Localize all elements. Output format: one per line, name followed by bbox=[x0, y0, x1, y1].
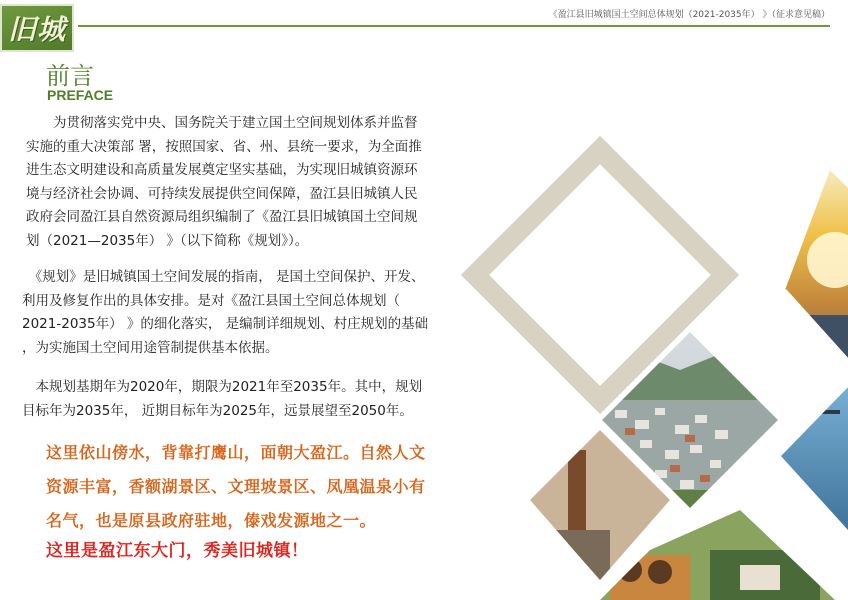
text-line: 进生态文明建设和高质量发展奠定坚实基础，为实现旧城镇资源环 bbox=[26, 162, 418, 179]
section-subtitle: PREFACE bbox=[47, 87, 114, 103]
photo-collage bbox=[440, 110, 848, 600]
highlight-line: 名气，也是原县政府驻地，傣戏发源地之一。 bbox=[46, 511, 377, 530]
preface-paragraph-2 bbox=[22, 266, 462, 360]
text-line: ，为实施国土空间用途管制提供基本依据。 bbox=[22, 339, 279, 356]
preface-paragraph-1 bbox=[26, 112, 456, 254]
text-line: 为贯彻落实党中央、国务院关于建立国土空间规划体系并监督 bbox=[26, 115, 418, 131]
text-line: 《规划》是旧城镇国土空间发展的指南， 是国土空间保护、开发、 bbox=[22, 269, 425, 285]
highlight-line: 这里依山傍水，背靠打鹰山，面朝大盈江。自然人文 bbox=[46, 443, 426, 462]
logo-text: 旧城 bbox=[7, 13, 66, 46]
text-line: 目标年为2035年， 近期目标年为2025年，远景展望至2050年。 bbox=[22, 402, 413, 419]
text-line: 2021-2035年） 》的细化落实， 是编制详细规划、村庄规划的基础 bbox=[22, 316, 429, 333]
preface-paragraph-3 bbox=[22, 376, 462, 423]
document-title: 《盈江县旧城镇国土空间总体规划（2021-2035年） 》（征求意见稿） bbox=[548, 10, 830, 20]
sunset-photo bbox=[770, 160, 848, 375]
town-slogan: 这里是盈江东大门，秀美旧城镇！ bbox=[46, 541, 309, 561]
text-line: 划（2021—2035年） 》（以下简称《规划》）。 bbox=[26, 232, 309, 249]
section-title: 前言 bbox=[46, 62, 94, 90]
text-line: 利用及修复作出的具体安排。是对《盈江县国土空间总体规划（ bbox=[22, 292, 400, 309]
lake-photo bbox=[770, 380, 848, 540]
highlight-line: 资源丰富，香额湖景区、文理坡景区、凤凰温泉小有 bbox=[46, 477, 426, 496]
text-line: 实施的重大决策部 署，按照国家、省、州、县统一要求，为全面推 bbox=[26, 138, 422, 155]
text-line: 境与经济社会协调、可持续发展提供空间保障，盈江县旧城镇人民 bbox=[26, 185, 418, 202]
text-line: 本规划基期年为2020年，期限为2021年至2035年。其中，规划 bbox=[22, 379, 423, 395]
town-highlight bbox=[46, 436, 466, 538]
town-logo bbox=[0, 4, 74, 52]
header-rule bbox=[78, 25, 830, 27]
text-line: 政府会同盈江县自然资源局组织编制了《盈江县旧城镇国土空间规 bbox=[26, 209, 418, 226]
